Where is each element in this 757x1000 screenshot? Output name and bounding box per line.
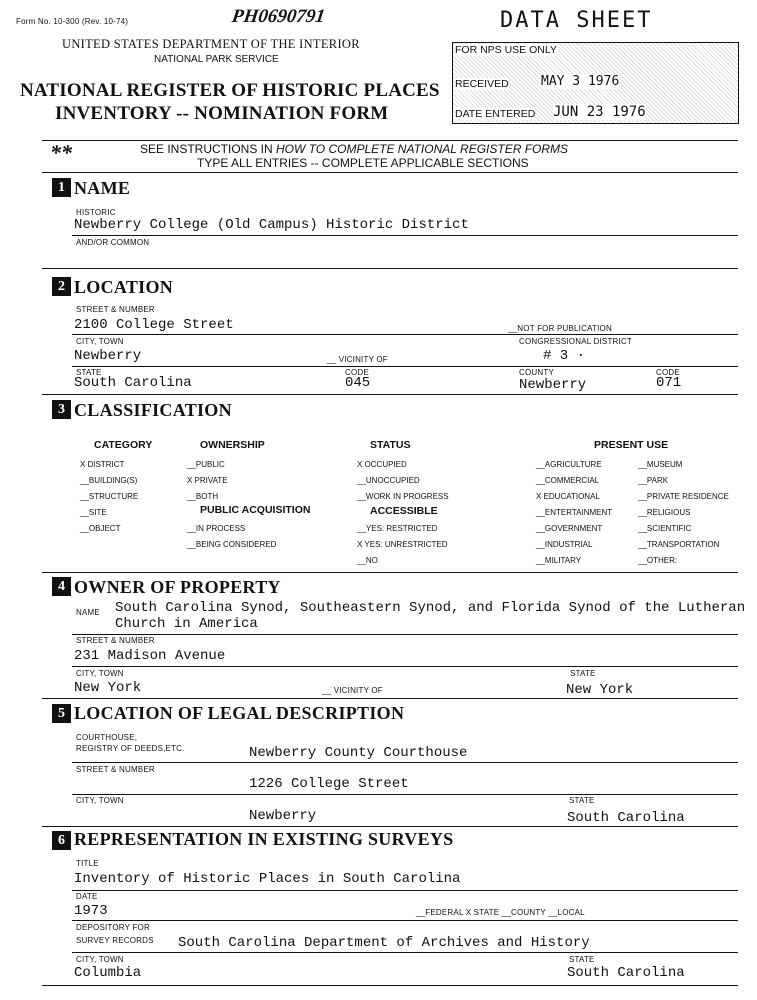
owner-state-label: STATE [570, 669, 596, 678]
rule [72, 762, 738, 763]
use-transportation[interactable]: __TRANSPORTATION [638, 540, 720, 549]
congressional-district-value: # 3 · [543, 348, 586, 364]
use-religious[interactable]: __RELIGIOUS [638, 508, 691, 517]
ownership-heading: OWNERSHIP [200, 439, 265, 451]
state-value: South Carolina [74, 375, 192, 391]
county-code-label: CODE [656, 368, 680, 377]
owner-name-label: NAME [76, 608, 100, 617]
use-scientific[interactable]: __SCIENTIFIC [638, 524, 692, 533]
section-5-title: LOCATION OF LEGAL DESCRIPTION [74, 703, 405, 723]
survey-city-value: Columbia [74, 965, 142, 981]
acquisition-in-process[interactable]: __IN PROCESS [187, 524, 246, 533]
category-object[interactable]: __OBJECT [80, 524, 121, 533]
present-use-list-b [638, 457, 729, 569]
rule [42, 698, 738, 699]
owner-vicinity-of: __ VICINITY OF [322, 686, 383, 695]
section-1-number: 1 [52, 178, 71, 197]
legal-city-value: Newberry [249, 808, 317, 824]
rule [72, 794, 738, 795]
rule [72, 235, 738, 236]
survey-date-label: DATE [76, 892, 98, 901]
section-6-number: 6 [52, 831, 71, 850]
section-2-number: 2 [52, 277, 71, 296]
owner-street-label: STREET & NUMBER [76, 636, 155, 645]
accessible-heading: ACCESSIBLE [370, 505, 438, 517]
section-3-title: CLASSIFICATION [74, 400, 232, 420]
historic-label: HISTORIC [76, 208, 116, 217]
date-entered-label: DATE ENTERED [455, 108, 536, 120]
survey-city-label: CITY, TOWN [76, 955, 124, 964]
congressional-district-label: CONGRESSIONAL DISTRICT [519, 337, 633, 346]
legal-state-value: South Carolina [567, 810, 685, 826]
legal-state-label: STATE [569, 796, 595, 805]
service-name: NATIONAL PARK SERVICE [154, 54, 279, 65]
data-sheet-stamp: DATA SHEET [500, 8, 653, 33]
rule [72, 920, 738, 921]
rule [42, 394, 738, 395]
ownership-list [187, 457, 228, 505]
nps-box-header: FOR NPS USE ONLY [455, 44, 557, 56]
county-code-value: 071 [656, 375, 682, 391]
section-4-number: 4 [52, 577, 71, 596]
depository-label: DEPOSITORY FOR [76, 923, 150, 932]
instructions-line-1 [140, 142, 568, 156]
courthouse-value: Newberry County Courthouse [249, 745, 468, 761]
owner-name-value: South Carolina Synod, Southeastern Synod, and Florida Synod of the Lutheran [115, 600, 746, 616]
status-list [357, 457, 449, 505]
rule [72, 890, 738, 891]
nps-use-box [452, 42, 739, 124]
rule [42, 172, 738, 173]
common-name-label: AND/OR COMMON [76, 238, 150, 247]
rule [72, 952, 738, 953]
survey-records-label: SURVEY RECORDS [76, 936, 154, 945]
rule [42, 140, 738, 141]
ownership-public[interactable]: __PUBLIC [187, 460, 225, 469]
owner-street-value: 231 Madison Avenue [74, 648, 226, 664]
present-use-heading: PRESENT USE [594, 439, 669, 451]
section-2-title: LOCATION [74, 277, 174, 297]
registry-label: REGISTRY OF DEEDS,ETC. [76, 744, 185, 753]
present-use-list-a [536, 457, 612, 569]
ownership-both[interactable]: __BOTH [187, 492, 219, 501]
state-label: STATE [76, 368, 102, 377]
status-unoccupied[interactable]: __UNOCCUPIED [357, 476, 420, 485]
survey-title-label: TITLE [76, 859, 99, 868]
depository-value: South Carolina Department of Archives and History [178, 935, 590, 951]
use-entertainment[interactable]: __ENTERTAINMENT [536, 508, 613, 517]
rule [42, 572, 738, 573]
use-park[interactable]: __PARK [638, 476, 669, 485]
legal-city-label: CITY, TOWN [76, 796, 124, 805]
form-title: NATIONAL REGISTER OF HISTORIC PLACES [20, 80, 440, 101]
category-district[interactable]: X DISTRICT [80, 460, 125, 469]
use-educational[interactable]: X EDUCATIONAL [536, 492, 600, 501]
use-government[interactable]: __GOVERNMENT [536, 524, 603, 533]
use-military[interactable]: __MILITARY [536, 556, 582, 565]
form-subtitle: INVENTORY -- NOMINATION FORM [55, 103, 389, 124]
category-site[interactable]: __SITE [80, 508, 107, 517]
courthouse-label: COURTHOUSE, [76, 733, 138, 742]
category-structure[interactable]: __STRUCTURE [80, 492, 139, 501]
rule [72, 334, 738, 335]
survey-title-value: Inventory of Historic Places in South Carolina [74, 871, 461, 887]
acquisition-list [187, 521, 276, 553]
accessible-restricted[interactable]: __YES: RESTRICTED [357, 524, 438, 533]
status-work-in-progress[interactable]: __WORK IN PROGRESS [357, 492, 449, 501]
historic-name-value: Newberry College (Old Campus) Historic District [74, 217, 469, 233]
handwritten-id: PH0690791 [230, 6, 327, 27]
accessible-list [357, 521, 448, 569]
survey-level-options[interactable]: __FEDERAL X STATE __COUNTY __LOCAL [416, 908, 585, 917]
code-label: CODE [345, 368, 369, 377]
received-label: RECEIVED [455, 78, 509, 90]
use-museum[interactable]: __MUSEUM [638, 460, 683, 469]
survey-state-value: South Carolina [567, 965, 685, 981]
instructions-prefix: SEE INSTRUCTIONS IN [140, 142, 277, 156]
use-agriculture[interactable]: __AGRICULTURE [536, 460, 602, 469]
use-other[interactable]: __OTHER: [638, 556, 678, 565]
owner-city-value: New York [74, 680, 142, 696]
not-for-publication: __NOT FOR PUBLICATION [508, 324, 612, 333]
instructions-reference: HOW TO COMPLETE NATIONAL REGISTER FORMS [276, 142, 569, 156]
street-value: 2100 College Street [74, 317, 234, 333]
instructions-line-2: TYPE ALL ENTRIES -- COMPLETE APPLICABLE SECTIONS [197, 156, 529, 170]
section-3-number: 3 [52, 400, 71, 419]
section-5-number: 5 [52, 704, 71, 723]
vicinity-of: __ VICINITY OF [327, 355, 388, 364]
rule [72, 666, 738, 667]
handwritten-asterisks: ** [50, 140, 72, 165]
city-value: Newberry [74, 348, 142, 364]
county-label: COUNTY [519, 368, 554, 377]
section-1-title: NAME [74, 178, 131, 198]
street-label: STREET & NUMBER [76, 305, 155, 314]
form-number: Form No. 10-300 (Rev. 10-74) [16, 17, 129, 26]
use-private-residence[interactable]: __PRIVATE RESIDENCE [638, 492, 729, 501]
section-6-title: REPRESENTATION IN EXISTING SURVEYS [74, 829, 454, 849]
agency-name: UNITED STATES DEPARTMENT OF THE INTERIOR [62, 37, 360, 51]
accessible-no[interactable]: __NO [357, 556, 378, 565]
state-code-value: 045 [345, 375, 371, 391]
rule [42, 985, 738, 986]
date-entered-stamp: JUN 23 1976 [553, 104, 646, 120]
category-heading: CATEGORY [94, 439, 153, 451]
owner-name-value-continued: Church in America [115, 616, 258, 632]
owner-state-value: New York [566, 682, 634, 698]
legal-street-label: STREET & NUMBER [76, 765, 155, 774]
survey-date-value: 1973 [74, 903, 108, 919]
rule [42, 268, 738, 269]
survey-state-label: STATE [569, 955, 595, 964]
city-label: CITY, TOWN [76, 337, 124, 346]
rule [42, 826, 738, 827]
acquisition-being-considered[interactable]: __BEING CONSIDERED [187, 540, 277, 549]
owner-city-label: CITY, TOWN [76, 669, 124, 678]
category-buildings[interactable]: __BUILDING(S) [80, 476, 138, 485]
rule [72, 366, 738, 367]
public-acquisition-heading: PUBLIC ACQUISITION [200, 504, 311, 516]
ownership-private[interactable]: X PRIVATE [187, 476, 228, 485]
rule [72, 634, 738, 635]
category-list [80, 457, 138, 537]
status-occupied[interactable]: X OCCUPIED [357, 460, 407, 469]
received-date-stamp: MAY 3 1976 [541, 74, 620, 89]
use-commercial[interactable]: __COMMERCIAL [536, 476, 600, 485]
county-value: Newberry [519, 377, 587, 393]
use-industrial[interactable]: __INDUSTRIAL [536, 540, 593, 549]
legal-street-value: 1226 College Street [249, 776, 409, 792]
accessible-unrestricted[interactable]: X YES: UNRESTRICTED [357, 540, 448, 549]
status-heading: STATUS [370, 439, 411, 451]
section-4-title: OWNER OF PROPERTY [74, 577, 281, 597]
